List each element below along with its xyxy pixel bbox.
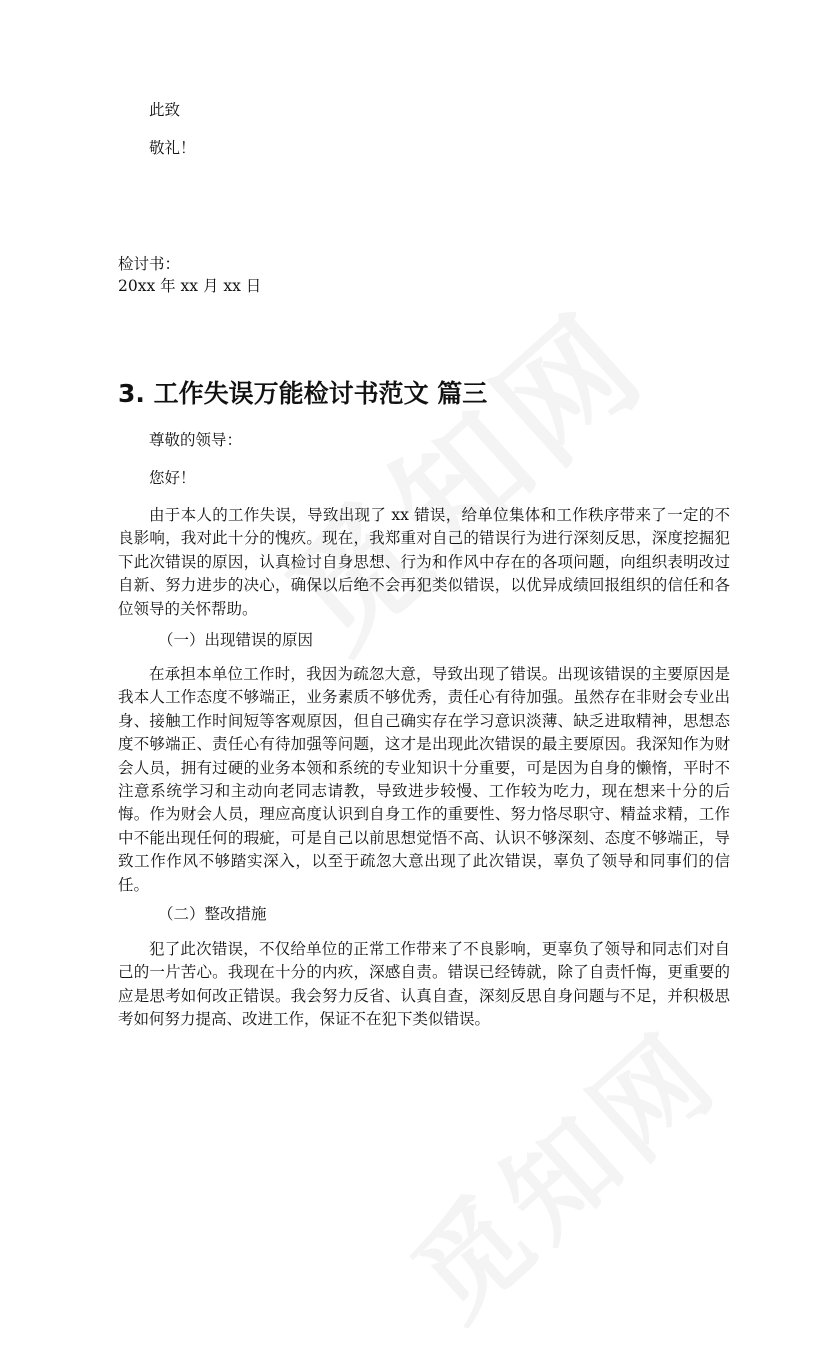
greeting-to: 尊敬的领导：	[149, 431, 243, 449]
signature-label: 检讨书：	[118, 255, 181, 273]
subsection-2-title: （二）整改措施	[158, 905, 267, 923]
subsection-1-title: （一）出现错误的原因	[158, 631, 314, 649]
signature-date: 20xx 年 xx 月 xx 日	[118, 277, 262, 295]
subsection-2-paragraph: 犯了此次错误，不仅给单位的正常工作带来了不良影响，更辜负了领导和同志们对自己的一片苦心。我现在十分的内疚，深感自责。错误已经铸就，除了自责忏悔，更重要的应是思考如何改正错误。我会努力反省、认真自查，深刻反思自身问题与不足，并积极思考如何努力提高、改进工作，保证不在犯下类似错误。	[118, 940, 730, 1029]
subsection-1-paragraph: 在承担本单位工作时，我因为疏忽大意，导致出现了错误。出现该错误的主要原因是我本人工作态度不够端正，业务素质不够优秀，责任心有待加强。虽然存在非财会专业出身、接触工作时间短等客观原因，但自己确实存在学习意识淡薄、缺乏进取精神，思想态度不够端正、责任心有待加强等问题，这才是出现此次错误的最主要原因。我深知作为财会人员，拥有过硬的业务本领和系统的专业知识十分重要，可是因为自身的懒惰，平时不注意系统学习和主动向老同志请教，导致进步较慢、工作较为吃力，现在想来十分的后悔。作为财会人员，理应高度认识到自身工作的重要性、努力恪尽职守、精益求精，工作中不能出现任何的瑕疵，可是自己以前思想觉悟不高、认识不够深刻、态度不够端正，导致工作作风不够踏实深入，以至于疏忽大意出现了此次错误，辜负了领导和同事们的信任。	[118, 665, 730, 894]
greeting: 您好！	[149, 469, 196, 487]
closing-respect: 敬礼！	[149, 139, 196, 157]
intro-paragraph: 由于本人的工作失误，导致出现了 xx 错误，给单位集体和工作秩序带来了一定的不良影响，我对此十分的愧疚。现在，我郑重对自己的错误行为进行深刻反思，深度挖掘犯下此次错误的原因，认真检讨自身思想、行为和作风中存在的各项问题，向组织表明改过自新、努力进步的决心，确保以后绝不会再犯类似错误，以优异成绩回报组织的信任和各位领导的关怀帮助。	[118, 506, 730, 618]
section-title: 3. 工作失误万能检讨书范文 篇三	[118, 379, 488, 408]
closing-salutation: 此致	[149, 101, 181, 119]
watermark-bottom	[373, 990, 746, 1348]
